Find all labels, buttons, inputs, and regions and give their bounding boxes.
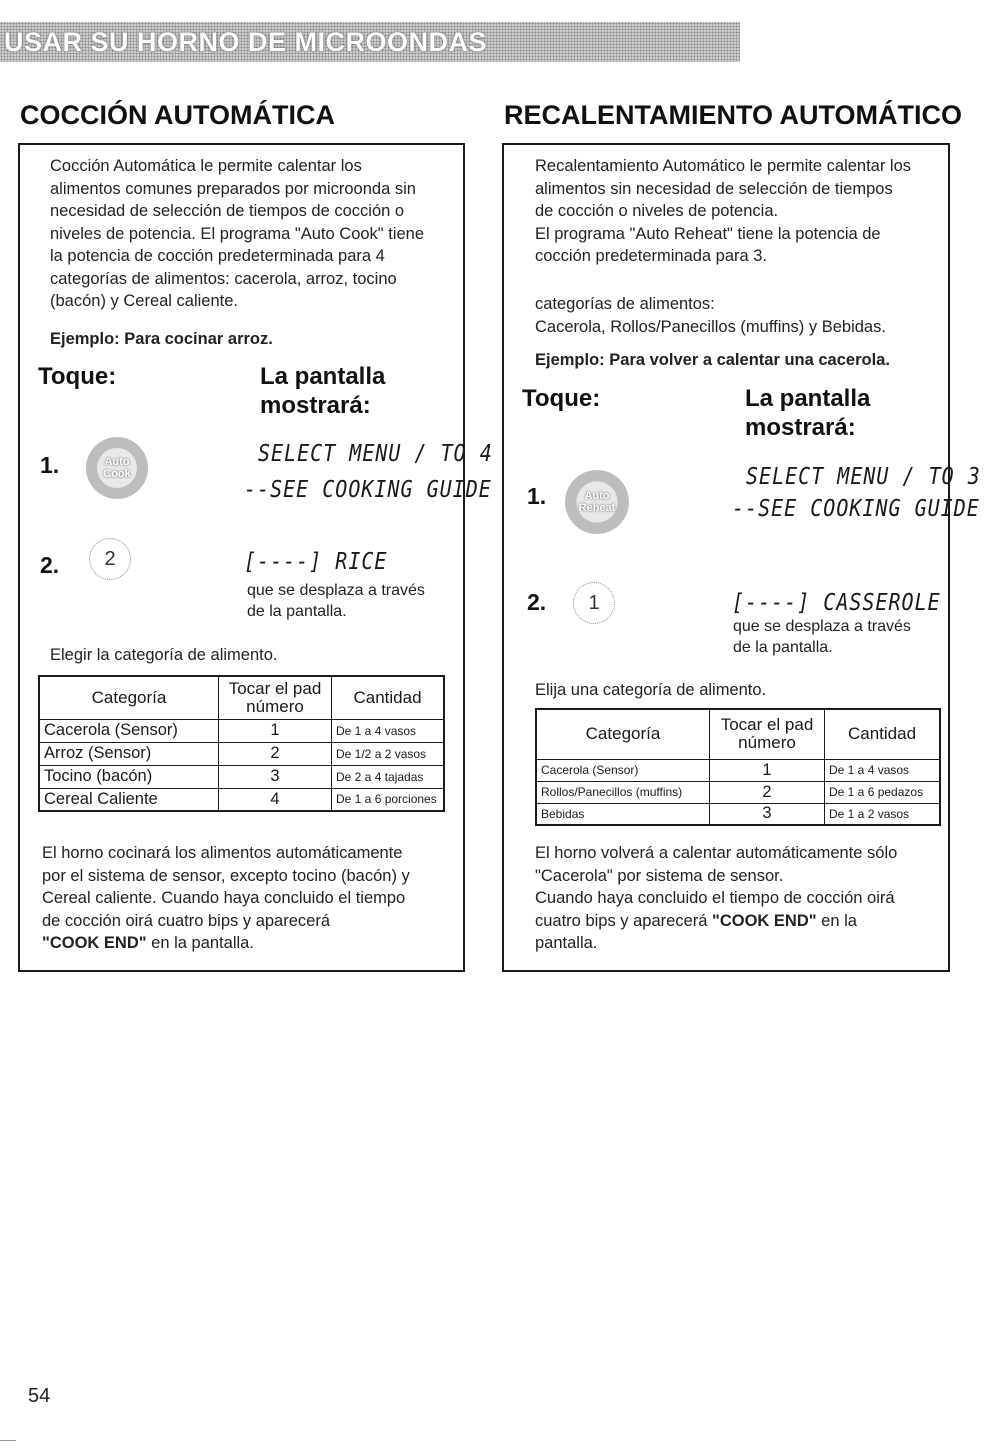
- table-row: [39, 742, 444, 765]
- left-step1-number: 1.: [40, 452, 60, 478]
- right-categories-line: Cacerola, Rollos/Panecillos (muffins) y Bebidas.: [535, 317, 886, 336]
- table-cell: 2: [219, 742, 332, 765]
- right-outro-line: El horno volverá a calentar automáticamente sólo: [535, 844, 898, 862]
- table-cell: De 2 a 4 tajadas: [332, 765, 445, 788]
- table-cell: De 1 a 4 vasos: [825, 759, 941, 781]
- table-cell: De 1 a 6 pedazos: [825, 781, 941, 803]
- page-number: 54: [28, 1385, 51, 1407]
- table-cell: De 1 a 4 vasos: [332, 719, 445, 742]
- table-cell: Tocino (bacón): [39, 765, 219, 788]
- table-row: [39, 765, 444, 788]
- right-section-title: RECALENTAMIENTO AUTOMÁTICO: [504, 100, 962, 130]
- table-cell: Arroz (Sensor): [39, 742, 219, 765]
- right-intro-line: Recalentamiento Automático le permite calentar los: [535, 157, 912, 175]
- right-intro-line: cocción predeterminada para 3.: [535, 247, 768, 265]
- cook-end-text: "COOK END": [42, 934, 147, 952]
- left-step1-display-line2: --SEE COOKING GUIDE: [244, 475, 492, 503]
- left-outro-line: [42, 932, 462, 955]
- left-intro-line: categorías de alimentos: cacerola, arroz, tocino: [50, 269, 397, 288]
- right-step2-note-line: de la pantalla.: [733, 639, 833, 656]
- table-cell: Cacerola (Sensor): [39, 719, 219, 742]
- cook-end-text: "COOK END": [712, 911, 817, 930]
- right-category-table: [535, 708, 941, 826]
- table-row: [39, 719, 444, 742]
- right-step1-display-line1: SELECT MENU / TO 3: [746, 462, 981, 490]
- right-pantalla-line: mostrará:: [745, 414, 856, 441]
- left-step2-note: [247, 580, 425, 622]
- table-header: Categoría: [39, 676, 219, 719]
- left-toque-label: Toque:: [38, 363, 117, 390]
- left-intro-line: niveles de potencia. El programa "Auto Cook" tiene: [50, 224, 425, 243]
- right-outro-head: cuatro bips y aparecerá: [535, 911, 713, 930]
- left-step1-display-line1: SELECT MENU / TO 4: [258, 439, 493, 467]
- left-intro-line: necesidad de selección de tiempos de cocción o: [50, 202, 405, 220]
- right-categories-line: categorías de alimentos:: [535, 295, 715, 313]
- left-outro-tail: en la pantalla.: [146, 934, 254, 952]
- right-outro-tail: en la: [816, 911, 857, 930]
- left-step2-display: [----] RICE: [244, 547, 388, 575]
- table-cell: De 1 a 2 vasos: [825, 803, 941, 825]
- left-pantalla-line: mostrará:: [260, 392, 371, 419]
- table-cell: 2: [710, 781, 825, 803]
- table-cell: 3: [219, 765, 332, 788]
- auto-reheat-button-label: Auto: [584, 490, 610, 502]
- number-pad-1-button[interactable]: 1: [573, 582, 615, 624]
- right-intro: [535, 155, 947, 268]
- right-toque-label: Toque:: [522, 385, 601, 412]
- right-intro-line: alimentos sin necesidad de selección de tiempos: [535, 179, 893, 198]
- left-intro-line: (bacón) y Cereal caliente.: [50, 292, 239, 310]
- right-step1-number: 1.: [527, 483, 547, 509]
- right-step2-number: 2.: [527, 589, 547, 615]
- table-row: [536, 759, 940, 781]
- right-example: Ejemplo: Para volver a calentar una cacerola.: [535, 351, 890, 369]
- table-row: [39, 788, 444, 811]
- auto-reheat-button[interactable]: [565, 470, 629, 534]
- auto-cook-button-label: Auto: [104, 456, 130, 468]
- right-pantalla-line: La pantalla: [745, 385, 871, 412]
- right-outro-line: [535, 910, 947, 933]
- table-row: [536, 781, 940, 803]
- right-step2-display: [----] CASSEROLE: [732, 588, 941, 616]
- table-cell: De 1/2 a 2 vasos: [332, 742, 445, 765]
- left-pantalla-label: [260, 362, 385, 420]
- right-outro-line: pantalla.: [535, 934, 598, 952]
- auto-cook-button-label: Cook: [103, 468, 131, 480]
- table-cell: Bebidas: [536, 803, 710, 825]
- table-header-row: [39, 676, 444, 719]
- left-section-title: COCCIÓN AUTOMÁTICA: [20, 100, 335, 130]
- table-header-row: [536, 709, 940, 759]
- auto-reheat-button-label: Reheat: [578, 502, 616, 514]
- right-step2-note-line: que se desplaza a través: [733, 618, 911, 635]
- left-step2-note-line: que se desplaza a través: [247, 582, 425, 599]
- table-cell: De 1 a 6 porciones: [332, 788, 445, 811]
- left-category-table: [38, 675, 445, 812]
- right-step2-note: [733, 616, 911, 658]
- table-row: [536, 803, 940, 825]
- table-cell: Rollos/Panecillos (muffins): [536, 781, 710, 803]
- number-pad-2-button[interactable]: 2: [89, 538, 131, 580]
- right-outro: [535, 842, 947, 955]
- left-outro-line: El horno cocinará los alimentos automáticamente: [42, 844, 403, 862]
- table-cell: Cereal Caliente: [39, 788, 219, 811]
- left-step2-number: 2.: [40, 552, 60, 578]
- right-pantalla-label: [745, 384, 870, 442]
- table-header: Tocar el pad número: [710, 709, 825, 759]
- left-choose-text: Elegir la categoría de alimento.: [50, 646, 278, 664]
- table-header: Tocar el pad número: [219, 676, 332, 719]
- table-cell: 3: [710, 803, 825, 825]
- left-intro-line: alimentos comunes preparados por microonda sin: [50, 179, 416, 198]
- left-intro-line: Cocción Automática le permite calentar los: [50, 157, 362, 175]
- auto-cook-button[interactable]: [86, 437, 148, 499]
- table-header: Cantidad: [825, 709, 941, 759]
- table-header: Cantidad: [332, 676, 445, 719]
- right-categories: [535, 293, 886, 338]
- left-intro-line: la potencia de cocción predeterminada para 4: [50, 247, 385, 265]
- right-step1-display-line2: --SEE COOKING GUIDE: [732, 494, 980, 522]
- right-outro-line: "Cacerola" por sistema de sensor.: [535, 866, 784, 885]
- left-outro-line: de cocción oirá cuatro bips y aparecerá: [42, 911, 330, 930]
- right-outro-line: Cuando haya concluido el tiempo de cocción oirá: [535, 889, 895, 907]
- right-choose-text: Elija una categoría de alimento.: [535, 681, 767, 699]
- right-intro-line: de cocción o niveles de potencia.: [535, 202, 779, 220]
- table-cell: Cacerola (Sensor): [536, 759, 710, 781]
- banner-title: USAR SU HORNO DE MICROONDAS: [4, 27, 488, 57]
- left-example: Ejemplo: Para cocinar arroz.: [50, 330, 273, 348]
- left-pantalla-line: La pantalla: [260, 363, 386, 390]
- table-cell: 1: [219, 719, 332, 742]
- left-outro-line: Cereal caliente. Cuando haya concluido el tiempo: [42, 889, 406, 907]
- table-cell: 4: [219, 788, 332, 811]
- left-outro: [42, 842, 462, 955]
- right-intro-line: El programa "Auto Reheat" tiene la potencia de: [535, 224, 881, 243]
- edge-mark: [0, 1440, 16, 1441]
- left-outro-line: por el sistema de sensor, excepto tocino (bacón) y: [42, 866, 410, 885]
- section-banner: [0, 22, 740, 62]
- table-cell: 1: [710, 759, 825, 781]
- left-step2-note-line: de la pantalla.: [247, 603, 347, 620]
- left-intro: [50, 155, 460, 313]
- table-header: Categoría: [536, 709, 710, 759]
